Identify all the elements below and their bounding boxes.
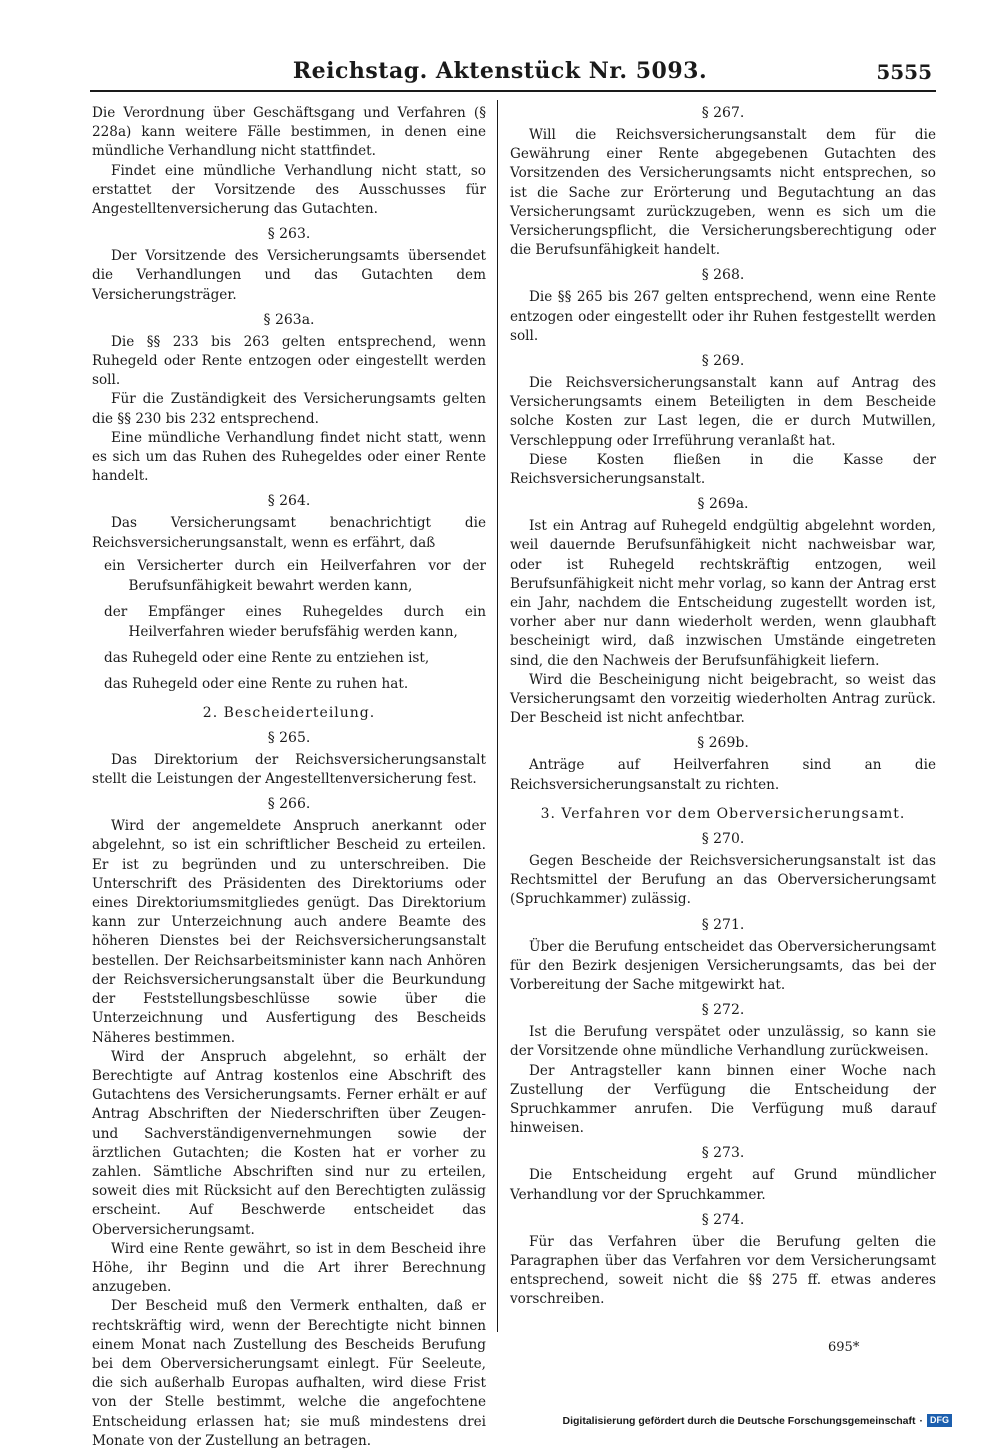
- paragraph: Ist die Berufung verspätet oder unzulässig, so kann sie der Vorsitzende ohne mündliche Verhandlung zurückweisen.: [510, 1024, 936, 1060]
- section-heading: § 269a.: [697, 496, 749, 513]
- paragraph: Der Antragsteller kann binnen einer Woche nach Zustellung der Verfügung die Entscheidung der Spruchkammer anrufen. Die Verfügung muß darauf hinweisen.: [510, 1062, 936, 1137]
- section-heading: § 263a.: [263, 311, 315, 328]
- list-item: ein Versicherter durch ein Heilverfahren vor der Berufsunfähigkeit bewahrt werden kann,: [104, 557, 486, 594]
- dfg-logo-icon: DFG: [927, 1414, 952, 1427]
- paragraph: Über die Berufung entscheidet das Oberversicherungsamt für den Bezirk desjenigen Versicherungsamts, das bei der Vorbereitung der Sache mitgewirkt hat.: [510, 938, 936, 993]
- page-header-title: Reichstag. Aktenstück Nr. 5093.: [292, 58, 708, 84]
- left-column: [92, 104, 486, 1451]
- page-number: 5555: [876, 60, 932, 84]
- paragraph: Die Verordnung über Geschäftsgang und Verfahren (§ 228a) kann weitere Fälle bestimmen, in denen eine mündliche Verhandlung nicht stattfindet.: [92, 105, 486, 160]
- list-item: das Ruhegeld oder eine Rente zu ruhen hat.: [104, 675, 409, 692]
- section-heading: § 269b.: [697, 735, 749, 752]
- paragraph: Wird der Anspruch abgelehnt, so erhält der Berechtigte auf Antrag kostenlos eine Abschrift des Gutachtens des Versicherungsamts. Ferner erhält er auf Antrag Abschriften der Niederschriften über Zeugen- und Sachverständigenvernehmungen sowie der ärztlichen Gutachten; die Kosten hat er vorher zu zahlen. Sämtliche Abschriften sind nur zu erteilen, soweit dies mit Rücksicht auf den Berechtigten zulässig erscheint. Auf Beschwerde entscheidet das Oberversicherungsamt.: [92, 1048, 486, 1238]
- section-heading: § 272.: [701, 1002, 745, 1019]
- paragraph: Die Entscheidung ergeht auf Grund mündlicher Verhandlung vor der Spruchkammer.: [510, 1167, 936, 1203]
- section-heading: § 274.: [701, 1211, 745, 1228]
- printer-signature: 695*: [828, 1340, 860, 1355]
- paragraph: Ist ein Antrag auf Ruhegeld endgültig abgelehnt worden, weil dauernde Berufsunfähigkeit nicht nachweisbar war, oder ist Ruhegeld rechtskräftig entzogen, weil Berufsunfähigkeit nicht mehr vorlag, so kann der Antrag erst ein Jahr, nachdem die Entscheidung zugestellt worden ist, vorher aber nur dann wiederholt werden, wenn glaubhaft bescheinigt wird, daß inzwischen Umstände eingetreten sind, die den Nachweis der Berufsunfähigkeit liefern.: [510, 518, 936, 669]
- paragraph: Der Bescheid muß den Vermerk enthalten, daß er rechtskräftig wird, wenn der Berechtigte nicht binnen einem Monat nach Zustellung des Bescheids Berufung bei dem Oberversicherungsamt einlegt. Für Seeleute, die sich außerhalb Europas aufhalten, wird diese Frist von der Stelle bestimmt, welche die angefochtene Entscheidung erlassen hat; sie muß mindestens drei Monate von der Zustellung an betragen.: [92, 1298, 486, 1449]
- paragraph: Der Vorsitzende des Versicherungsamts übersendet die Verhandlungen und das Gutachten dem Versicherungsträger.: [92, 248, 486, 303]
- paragraph: Die Reichsversicherungsanstalt kann auf Antrag des Versicherungsamts einem Beteiligten in dem Bescheide solche Kosten zur Last legen, die er durch Mutwillen, Verschleppung oder Irreführung veranlaßt hat.: [510, 375, 936, 449]
- paragraph: Das Direktorium der Reichsversicherungsanstalt stellt die Leistungen der Angestelltenversicherung fest.: [92, 751, 486, 788]
- paragraph: Anträge auf Heilverfahren sind an die Reichsversicherungsanstalt zu richten.: [510, 757, 936, 793]
- section-heading: § 265.: [267, 729, 311, 746]
- right-column: [510, 104, 936, 1310]
- paragraph: Gegen Bescheide der Reichsversicherungsanstalt ist das Rechtsmittel der Berufung an das Oberversicherungsamt (Spruchkammer) zulässig.: [510, 852, 936, 908]
- paragraph: Diese Kosten fließen in die Kasse der Reichsversicherungsanstalt.: [510, 451, 936, 488]
- paragraph: Für das Verfahren über die Berufung gelten die Paragraphen über das Verfahren vor dem Versicherungsamt entsprechend, soweit nicht die §§ 275 ff. etwas anderes vorschreiben.: [510, 1233, 936, 1308]
- paragraph: Wird der angemeldete Anspruch anerkannt oder abgelehnt, so ist ein schriftlicher Bescheid zu erteilen. Er ist zu begründen und zu unterschreiben. Die Unterschrift des Präsidenten des Direktoriums oder eines Direktoriumsmitgliedes genügt. Das Direktorium kann zur Unterzeichnung auch andere Beamte des höheren Dienstes bei der Reichsversicherungsanstalt bestellen. Der Reichsarbeitsminister kann nach Anhören der Reichsversicherungsanstalt über die Beurkundung der Feststellungsbeschlüsse sowie über die Unterzeichnung und Ausfertigung des Bescheids Näheres bestimmen.: [92, 818, 486, 1046]
- header-rule: [90, 90, 936, 92]
- paragraph: Wird eine Rente gewährt, so ist in dem Bescheid ihre Höhe, ihr Beginn und die Art ihrer Berechnung anzugeben.: [92, 1240, 486, 1296]
- section-heading: § 269.: [701, 353, 745, 370]
- list-item: das Ruhegeld oder eine Rente zu entziehen ist,: [104, 649, 430, 666]
- paragraph: Das Versicherungsamt benachrichtigt die Reichsversicherungsanstalt, wenn es erfährt, daß: [92, 515, 486, 551]
- section-heading: § 266.: [267, 796, 311, 813]
- paragraph: Findet eine mündliche Verhandlung nicht statt, so erstattet der Vorsitzende des Ausschusses für Angestelltenversicherung das Gutachten.: [92, 162, 486, 218]
- section-heading: § 273.: [701, 1145, 745, 1162]
- section-heading: § 270.: [701, 830, 745, 847]
- column-divider: [497, 100, 498, 1332]
- footer-text: Digitalisierung gefördert durch die Deutsche Forschungsgemeinschaft: [562, 1414, 916, 1427]
- chapter-heading: 2. Bescheiderteilung.: [202, 704, 376, 721]
- section-heading: § 271.: [701, 916, 745, 933]
- footer-separator: ·: [919, 1414, 923, 1427]
- section-heading: § 263.: [267, 226, 311, 243]
- paragraph: Wird die Bescheinigung nicht beigebracht, so weist das Versicherungsamt den vorzeitig wiederholten Antrag zurück. Der Bescheid ist nicht anfechtbar.: [510, 671, 936, 727]
- paragraph: Die §§ 265 bis 267 gelten entsprechend, wenn eine Rente entzogen oder eingestellt oder ihr Ruhen festgestellt werden soll.: [510, 289, 936, 344]
- paragraph: Für die Zuständigkeit des Versicherungsamts gelten die §§ 230 bis 232 entsprechend.: [92, 391, 486, 427]
- chapter-heading: 3. Verfahren vor dem Oberversicherungsamt.: [540, 805, 906, 822]
- paragraph: Die §§ 233 bis 263 gelten entsprechend, wenn Ruhegeld oder Rente entzogen oder eingestellt werden soll.: [92, 333, 486, 389]
- section-heading: § 264.: [267, 493, 311, 510]
- condition-list: [92, 556, 486, 694]
- section-heading: § 267.: [701, 105, 745, 121]
- paragraph: Eine mündliche Verhandlung findet nicht statt, wenn es sich um das Ruhen des Ruhegeldes oder einer Rente handelt.: [92, 429, 486, 485]
- paragraph: Will die Reichsversicherungsanstalt dem für die Gewährung einer Rente abgegebenen Gutachten des Vorsitzenden des Versicherungsamts nicht entsprechen, so ist die Sache zur Erörterung und Begutachtung an das Versicherungsamt zurückzugeben, wenn es sich um die Versicherungspflicht, die Versicherungsberechtigung oder die Berufsunfähigkeit handelt.: [510, 127, 936, 259]
- section-heading: § 268.: [701, 267, 745, 284]
- list-item: der Empfänger eines Ruhegeldes durch ein Heilverfahren wieder berufsfähig werden kann,: [104, 603, 486, 640]
- footer-credit: [563, 1414, 952, 1427]
